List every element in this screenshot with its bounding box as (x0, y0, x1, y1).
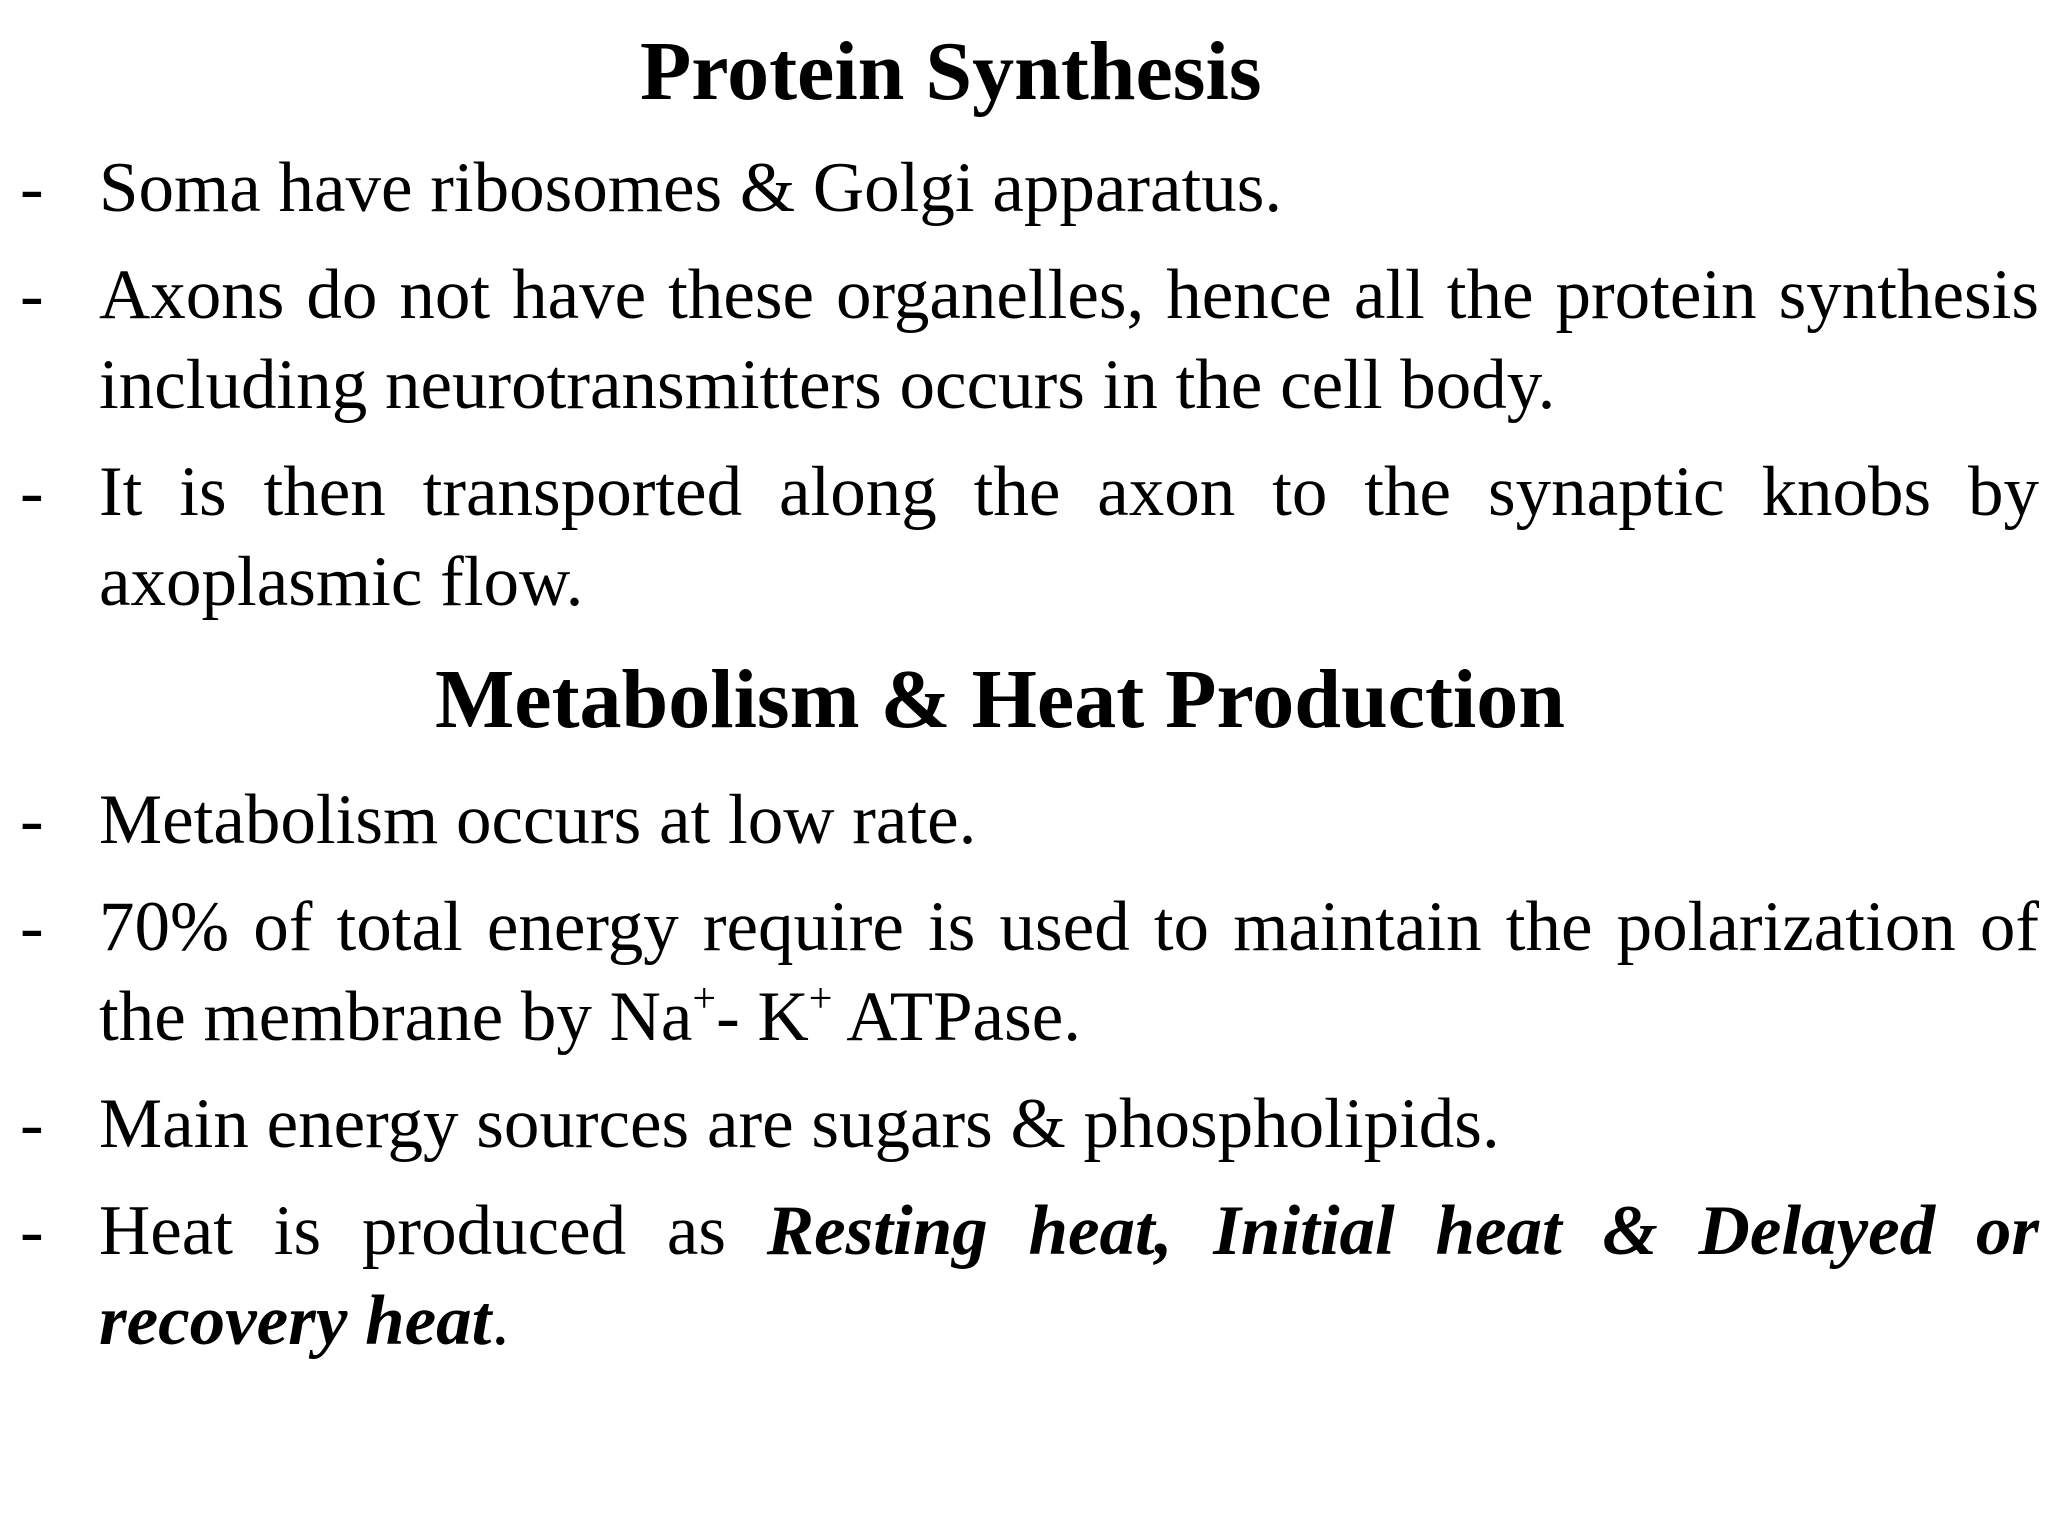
superscript-plus: + (692, 976, 717, 1022)
bullet-dash: - (20, 453, 44, 531)
protein-synthesis-list (0, 143, 2048, 644)
bullet-dash: - (20, 1192, 44, 1270)
bullet-text-after: . (491, 1282, 510, 1360)
list-item (0, 447, 2039, 627)
list-item (0, 143, 2039, 233)
bullet-emphasis: Resting heat, Initial heat & Delayed or recovery heat (99, 1192, 2039, 1360)
bullet-text-before: 70% of total energy require is used to maintain the polarization of the membrane by Na (99, 888, 2039, 1056)
bullet-text-middle: - K (716, 978, 809, 1056)
list-item (0, 882, 2039, 1062)
section-title-protein-synthesis: Protein Synthesis (640, 25, 1262, 118)
list-item (0, 250, 2039, 430)
bullet-text: Soma have ribosomes & Golgi apparatus. (99, 149, 1283, 227)
list-item (0, 775, 2039, 865)
list-item (0, 1186, 2039, 1366)
bullet-dash: - (20, 888, 44, 966)
metabolism-list (0, 775, 2048, 1383)
bullet-text: Axons do not have these organelles, hence all the protein synthesis including neurotransmitters occurs in the cell body. (99, 256, 2039, 424)
list-item (0, 1079, 2039, 1169)
bullet-dash: - (20, 256, 44, 334)
bullet-dash: - (20, 1085, 44, 1163)
bullet-dash: - (20, 149, 44, 227)
section-title-metabolism: Metabolism & Heat Production (435, 653, 1565, 746)
bullet-text: Main energy sources are sugars & phospholipids. (99, 1085, 1500, 1163)
bullet-text: It is then transported along the axon to the synaptic knobs by axoplasmic flow. (99, 453, 2039, 621)
bullet-text-before: Heat is produced as (99, 1192, 767, 1270)
bullet-text: Metabolism occurs at low rate. (99, 781, 977, 859)
bullet-dash: - (20, 781, 44, 859)
superscript-plus: + (808, 976, 833, 1022)
bullet-text-after: ATPase. (832, 978, 1081, 1056)
